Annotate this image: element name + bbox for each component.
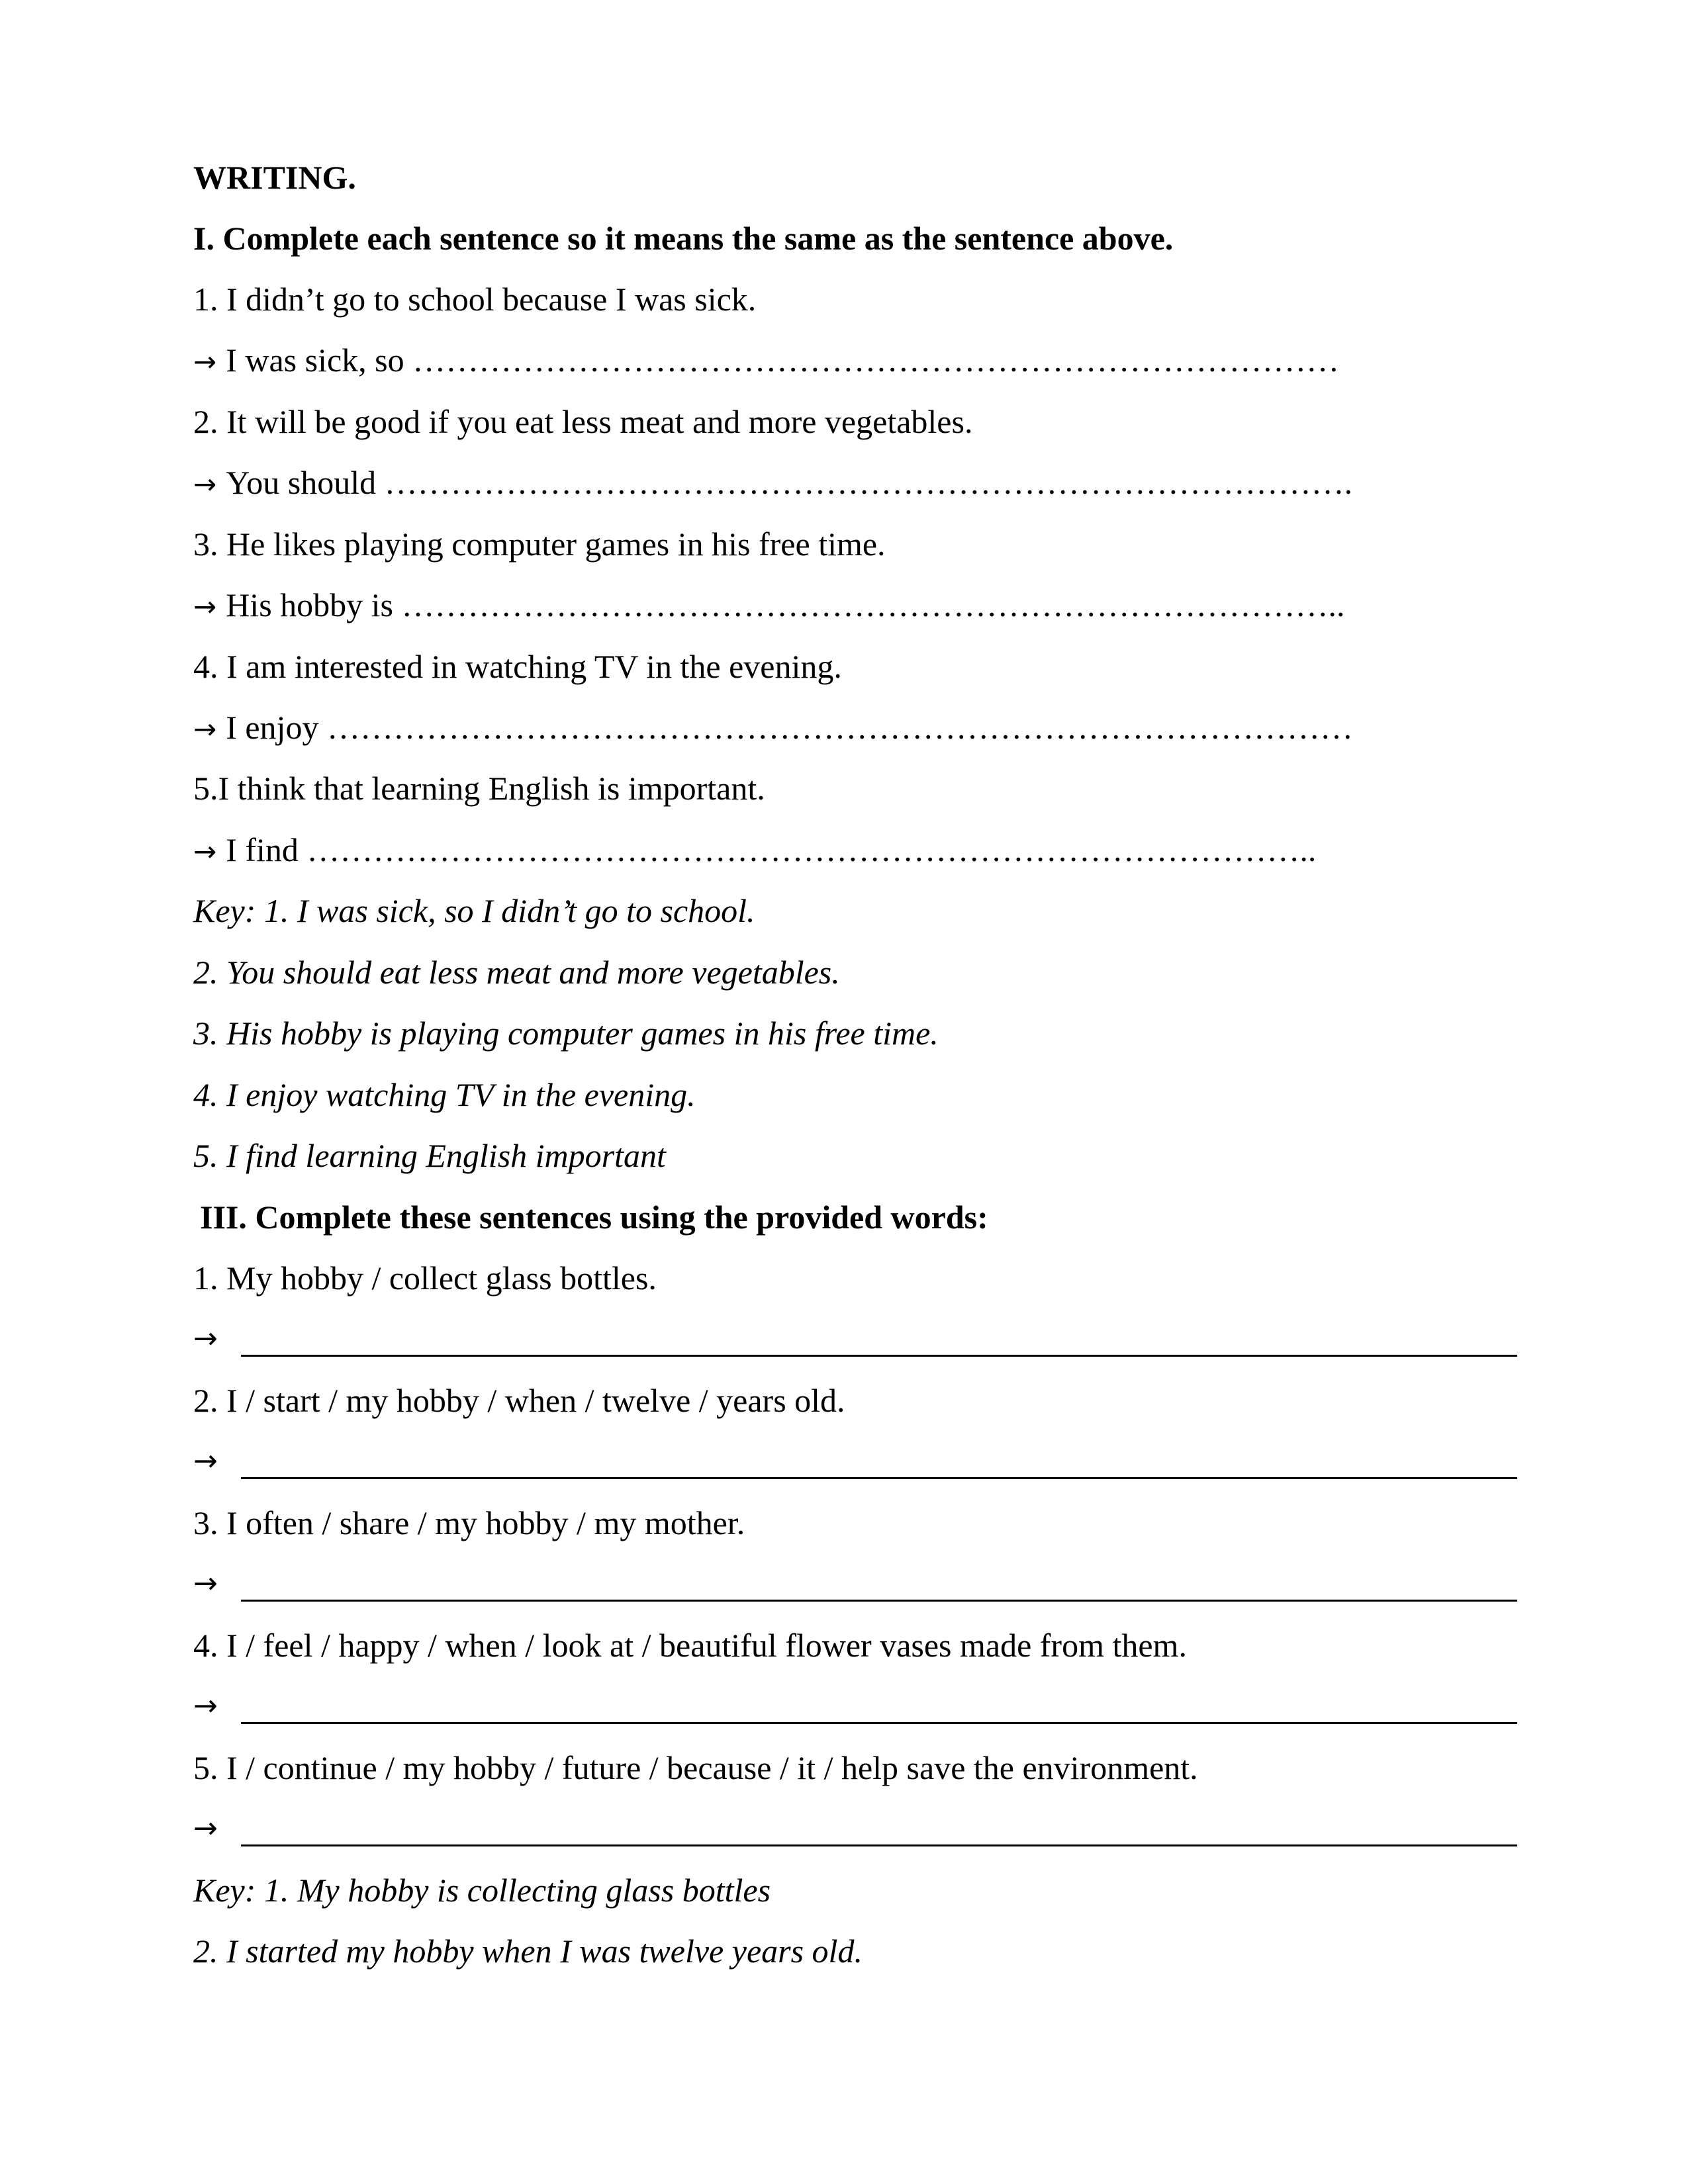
section3-prompt-2: 2. I / start / my hobby / when / twelve / years old. — [193, 1382, 845, 1419]
arrow-right-icon: → — [193, 835, 217, 868]
section3-title: III. Complete these sentences using the provided words: — [200, 1199, 988, 1236]
section1-rewrite-3 — [193, 585, 1345, 627]
section3-answer-5[interactable] — [193, 1809, 1517, 1848]
arrow-right-icon: → — [193, 1811, 218, 1845]
arrow-right-icon: → — [193, 1322, 218, 1355]
section1-prompt-3: 3. He likes playing computer games in his free time. — [193, 525, 886, 563]
worksheet-heading: WRITING. — [193, 159, 356, 196]
section1-rewrite-1 — [193, 340, 1339, 382]
rewrite-text[interactable]: I was sick, so ………………………………………………………………………… — [226, 341, 1340, 379]
answer-underline — [241, 1477, 1517, 1479]
section1-rewrite-5 — [193, 830, 1316, 872]
arrow-right-icon: → — [193, 1689, 218, 1723]
section1-key-2: 2. You should eat less meat and more vegetables. — [193, 954, 840, 991]
arrow-right-icon: → — [193, 713, 217, 745]
section1-key-1: Key: 1. I was sick, so I didn’t go to school. — [193, 892, 755, 929]
arrow-right-icon: → — [193, 468, 217, 500]
section1-key-4: 4. I enjoy watching TV in the evening. — [193, 1076, 696, 1113]
rewrite-text[interactable]: I find ……………………………………………………………………………….. — [226, 831, 1317, 868]
answer-underline — [241, 1600, 1517, 1602]
section1-prompt-1: 1. I didn’t go to school because I was sick. — [193, 281, 757, 318]
section1-prompt-5: 5.I think that learning English is important. — [193, 770, 765, 807]
arrow-right-icon: → — [193, 1444, 218, 1478]
section1-title: I. Complete each sentence so it means the same as the sentence above. — [193, 220, 1174, 257]
answer-underline — [241, 1355, 1517, 1357]
section3-answer-4[interactable] — [193, 1686, 1517, 1726]
answer-underline — [241, 1722, 1517, 1724]
rewrite-text[interactable]: You should ……………………………………………………………………………. — [226, 464, 1353, 501]
section1-rewrite-4 — [193, 707, 1353, 749]
arrow-right-icon: → — [193, 1567, 218, 1600]
section1-prompt-4: 4. I am interested in watching TV in the evening. — [193, 648, 842, 685]
section3-answer-3[interactable] — [193, 1564, 1517, 1604]
section1-rewrite-2 — [193, 463, 1352, 504]
section1-prompt-2: 2. It will be good if you eat less meat and more vegetables. — [193, 403, 973, 440]
arrow-right-icon: → — [193, 345, 217, 378]
answer-underline — [241, 1844, 1517, 1846]
arrow-right-icon: → — [193, 590, 217, 623]
rewrite-text[interactable]: I enjoy ………………………………………………………………………………… — [226, 709, 1353, 746]
section3-prompt-3: 3. I often / share / my hobby / my mother. — [193, 1504, 745, 1541]
section3-prompt-4: 4. I / feel / happy / when / look at / beautiful flower vases made from them. — [193, 1627, 1187, 1664]
section3-prompt-5: 5. I / continue / my hobby / future / because / it / help save the environment. — [193, 1749, 1198, 1786]
section3-key-2: 2. I started my hobby when I was twelve years old. — [193, 1933, 863, 1970]
section3-key-1: Key: 1. My hobby is collecting glass bottles — [193, 1872, 771, 1909]
rewrite-text[interactable]: His hobby is ………………………………………………………………………….. — [226, 586, 1345, 623]
section3-answer-1[interactable] — [193, 1319, 1517, 1359]
section3-prompt-1: 1. My hobby / collect glass bottles. — [193, 1259, 657, 1297]
section1-key-5: 5. I find learning English important — [193, 1137, 666, 1174]
section3-answer-2[interactable] — [193, 1441, 1517, 1481]
section1-key-3: 3. His hobby is playing computer games in his free time. — [193, 1015, 939, 1052]
